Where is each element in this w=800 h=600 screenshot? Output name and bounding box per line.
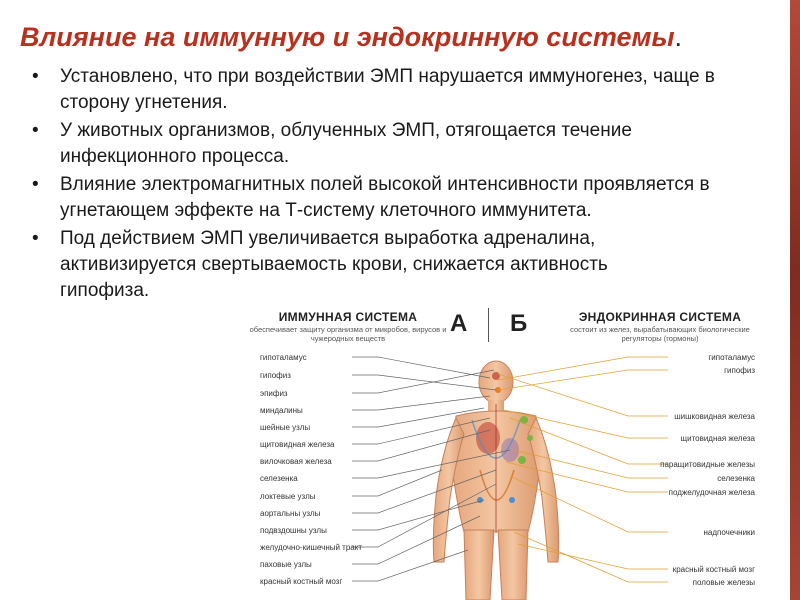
leader-line bbox=[498, 370, 668, 390]
immune-label: вилочковая железа bbox=[260, 457, 332, 466]
bullet-item bbox=[28, 118, 768, 170]
bullet-item bbox=[28, 226, 768, 304]
endocrine-system-title: ЭНДОКРИННАЯ СИСТЕМА bbox=[578, 310, 742, 324]
leader-line bbox=[498, 374, 668, 416]
anatomy-figure bbox=[228, 300, 790, 600]
human-body bbox=[433, 361, 558, 600]
leader-line bbox=[514, 532, 668, 582]
endocrine-label: щитовидная железа bbox=[680, 434, 755, 443]
leader-line bbox=[352, 396, 490, 410]
endocrine-label: надпочечники bbox=[703, 528, 755, 537]
slide-title-text: Влияние на иммунную и эндокринную системы bbox=[20, 22, 675, 52]
immune-label: красный костный мозг bbox=[260, 577, 343, 586]
immune-label: подвздошны узлы bbox=[260, 526, 327, 535]
bullet-item bbox=[28, 64, 768, 116]
leader-line bbox=[352, 375, 496, 390]
bullet-list bbox=[28, 64, 768, 306]
immune-label: миндалины bbox=[260, 406, 303, 415]
endocrine-label: поджелудочная железа bbox=[668, 488, 755, 497]
immune-label: эпифиз bbox=[260, 389, 288, 398]
body-illustration bbox=[228, 300, 790, 600]
bullet-text: Установлено, что при воздействии ЭМП нарушается иммуногенез, чаще в сторону угнетения. bbox=[60, 66, 715, 113]
leader-line bbox=[352, 550, 468, 581]
bullet-text: Влияние электромагнитных полей высокой интенсивности проявляется в угнетающем эффекте на Т-систему клеточного иммунитета. bbox=[60, 174, 710, 221]
immune-label: паховые узлы bbox=[260, 560, 312, 569]
immune-label: аортальны узлы bbox=[260, 509, 321, 518]
figure-letter-b: Б bbox=[510, 310, 528, 337]
bullet-dot: • bbox=[32, 174, 39, 195]
leader-line bbox=[518, 544, 668, 569]
endocrine-label: гипофиз bbox=[724, 366, 755, 375]
endocrine-system-subtitle: состоит из желез, вырабатывающих биологические регуляторы (гормоны) bbox=[570, 325, 750, 343]
bullet-item bbox=[28, 172, 768, 224]
slide-title bbox=[20, 22, 790, 53]
endocrine-label: красный костный мозг bbox=[672, 565, 755, 574]
leader-line bbox=[498, 357, 668, 380]
immune-label: селезенка bbox=[260, 474, 298, 483]
bullet-dot: • bbox=[32, 120, 39, 141]
immune-system-subtitle: обеспечивает защиту организма от микробов, вирусов и чужеродных веществ bbox=[249, 325, 447, 343]
bullet-dot: • bbox=[32, 66, 39, 87]
endocrine-label: селезенка bbox=[717, 474, 755, 483]
immune-label: локтевые узлы bbox=[260, 492, 316, 501]
slide-title-dot: . bbox=[674, 22, 683, 52]
immune-label: щитовидная железа bbox=[260, 440, 335, 449]
immune-label: шейные узлы bbox=[260, 423, 311, 432]
endocrine-label: шишковидная железа bbox=[674, 412, 755, 421]
immune-label: гипофиз bbox=[260, 371, 291, 380]
immune-label: желудочно-кишечный тракт bbox=[260, 543, 362, 552]
leader-line bbox=[352, 370, 494, 393]
endocrine-label: гипоталамус bbox=[708, 353, 755, 362]
bullet-text: Под действием ЭМП увеличивается выработка адреналина, активизируется свертываемость крови, снижается активность гипофиза. bbox=[60, 228, 608, 301]
leader-line bbox=[352, 516, 480, 564]
figure-letter-a: А bbox=[450, 310, 468, 337]
slide-edge-strip bbox=[790, 0, 800, 600]
endocrine-label: половые железы bbox=[692, 578, 755, 587]
bullet-text: У животных организмов, облученных ЭМП, отягощается течение инфекционного процесса. bbox=[60, 120, 632, 167]
immune-label: гипоталамус bbox=[260, 353, 307, 362]
endocrine-label: паращитовидные железы bbox=[660, 460, 755, 469]
immune-system-title: ИММУННАЯ СИСТЕМА bbox=[278, 310, 418, 324]
bullet-dot: • bbox=[32, 228, 39, 249]
